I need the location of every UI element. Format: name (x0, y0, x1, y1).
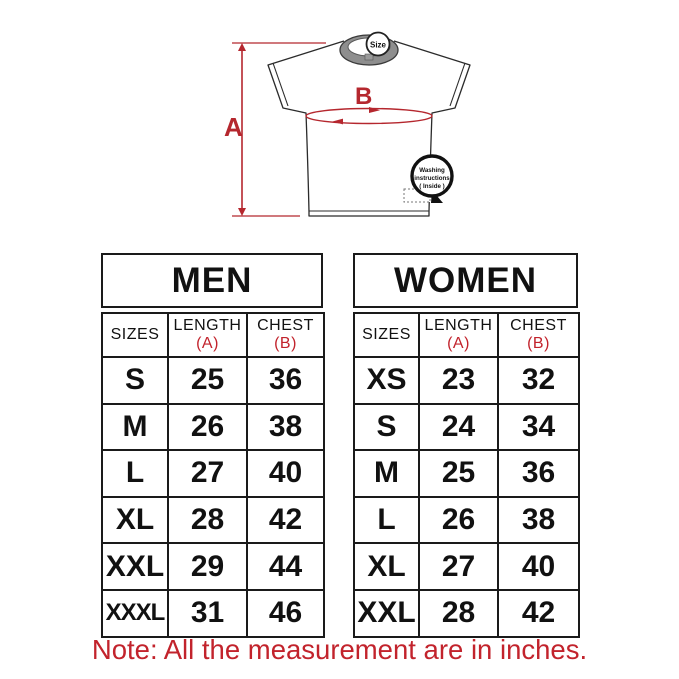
table-row (102, 404, 324, 451)
men-size: L (102, 450, 168, 497)
men-length: 27 (168, 450, 247, 497)
table-row (102, 497, 324, 544)
men-chest: 44 (247, 543, 324, 590)
women-length: 23 (419, 357, 498, 404)
women-chest: 34 (498, 404, 579, 451)
women-length: 28 (419, 590, 498, 637)
table-row (354, 404, 579, 451)
men-header-chest-key: (B) (274, 335, 297, 352)
women-chest: 36 (498, 450, 579, 497)
men-table-title: MEN (101, 253, 323, 308)
women-size: XS (354, 357, 419, 404)
washing-line2: instructions (414, 175, 450, 182)
table-row (102, 543, 324, 590)
women-chest: 38 (498, 497, 579, 544)
women-size: M (354, 450, 419, 497)
men-header-length (168, 313, 247, 357)
men-header-chest-label: CHEST (257, 316, 314, 334)
size-badge (367, 33, 390, 56)
women-header-sizes: SIZES (354, 313, 419, 357)
women-header-chest (498, 313, 579, 357)
men-chest: 46 (247, 590, 324, 637)
size-badge-label: Size (369, 40, 387, 50)
women-size: XXL (354, 590, 419, 637)
men-size: XXL (102, 543, 168, 590)
women-length: 25 (419, 450, 498, 497)
washing-badge (412, 156, 452, 196)
washing-line3: ( Inside ) (419, 183, 445, 190)
women-size: L (354, 497, 419, 544)
men-size: XXXL (102, 590, 168, 637)
men-chest: 38 (247, 404, 324, 451)
men-length: 26 (168, 404, 247, 451)
table-row (102, 357, 324, 404)
men-header-row (102, 313, 324, 357)
men-header-length-label: LENGTH (173, 316, 242, 334)
women-header-length-label: LENGTH (424, 316, 493, 334)
tshirt-measurement-diagram (210, 22, 490, 232)
table-row (354, 357, 579, 404)
women-size: XL (354, 543, 419, 590)
washing-line1: Washing (419, 167, 445, 174)
women-header-row (354, 313, 579, 357)
women-length: 26 (419, 497, 498, 544)
men-header-chest (247, 313, 324, 357)
table-row (102, 590, 324, 637)
table-row (354, 590, 579, 637)
women-header-chest-key: (B) (527, 335, 550, 352)
women-header-chest-label: CHEST (510, 316, 567, 334)
men-size: XL (102, 497, 168, 544)
women-table-title: WOMEN (353, 253, 578, 308)
men-size-table (101, 253, 323, 638)
label-A: A (224, 112, 243, 142)
women-chest: 32 (498, 357, 579, 404)
men-length: 28 (168, 497, 247, 544)
men-length: 31 (168, 590, 247, 637)
men-chest: 36 (247, 357, 324, 404)
women-length: 27 (419, 543, 498, 590)
men-size: M (102, 404, 168, 451)
women-header-length (419, 313, 498, 357)
table-row (354, 543, 579, 590)
label-B: B (355, 83, 373, 110)
table-row (102, 450, 324, 497)
men-chest: 40 (247, 450, 324, 497)
women-size: S (354, 404, 419, 451)
women-header-length-key: (A) (447, 335, 470, 352)
men-header-sizes: SIZES (102, 313, 168, 357)
men-length: 25 (168, 357, 247, 404)
measurement-note: Note: All the measurement are in inches. (91, 634, 588, 665)
table-row (354, 497, 579, 544)
women-chest: 42 (498, 590, 579, 637)
men-length: 29 (168, 543, 247, 590)
men-header-length-key: (A) (196, 335, 219, 352)
women-chest: 40 (498, 543, 579, 590)
men-size: S (102, 357, 168, 404)
neck-tag (365, 54, 373, 60)
women-length: 24 (419, 404, 498, 451)
table-row (354, 450, 579, 497)
women-size-table (353, 253, 578, 638)
men-chest: 42 (247, 497, 324, 544)
